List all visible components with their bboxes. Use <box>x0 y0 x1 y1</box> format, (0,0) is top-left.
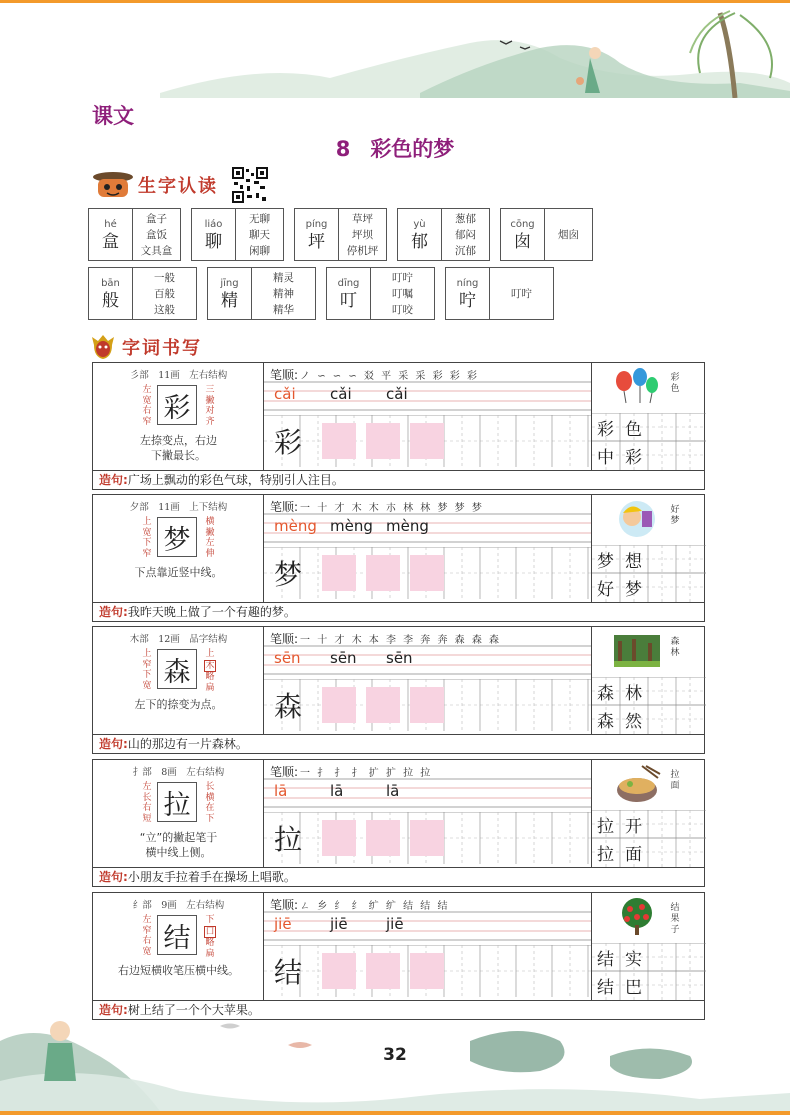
lesson-title <box>0 133 790 163</box>
radical-info: 彡部 11画 左右结构 <box>129 370 228 381</box>
practice-area <box>264 627 591 734</box>
word: 葱郁 <box>455 212 476 225</box>
word-practice <box>591 363 705 470</box>
word-char: 森 <box>597 684 614 704</box>
character: 叮 <box>340 290 357 311</box>
word: 盒饭 <box>146 228 167 241</box>
pinyin-sample: sēn <box>274 649 301 667</box>
word: 郁闷 <box>455 228 476 241</box>
word-char: 想 <box>625 552 642 572</box>
word-char: 然 <box>625 712 642 732</box>
char-analysis <box>93 363 264 470</box>
character: 郁 <box>411 231 428 252</box>
pinyin-lines[interactable] <box>264 778 591 808</box>
pinyin-trace: sēn <box>330 649 357 667</box>
word: 精神 <box>273 287 294 300</box>
trace-box[interactable] <box>410 953 444 989</box>
character: 精 <box>221 290 238 311</box>
stroke-sequence: 一 十 才 木 本 李 李 奔 奔 森 森 森 <box>300 635 502 646</box>
pinyin-trace: jiē <box>330 915 348 933</box>
trace-box[interactable] <box>410 820 444 856</box>
word: 精华 <box>273 303 294 316</box>
illustration-icon <box>612 631 662 671</box>
pinyin-trace: cǎi <box>330 385 352 403</box>
writing-tip-line: 下点靠近竖中线。 <box>134 566 223 579</box>
illustration-icon <box>612 764 662 804</box>
structure-note-left: 左 宽 右 窄 <box>142 385 152 427</box>
trace-character: 梦 <box>274 558 303 591</box>
stroke-label: 笔顺: <box>270 765 299 779</box>
writing-tip-line: 下撇最长。 <box>151 449 206 462</box>
sentence-row <box>93 470 704 490</box>
structure-note-left: 上 窄 下 宽 <box>142 649 152 691</box>
stroke-label: 笔顺: <box>270 632 299 646</box>
pinyin: liáo <box>204 218 223 230</box>
sentence-text: 我昨天晚上做了一个有趣的梦。 <box>127 605 296 619</box>
trace-box[interactable] <box>366 687 400 723</box>
word-char: 开 <box>625 817 642 837</box>
trace-box[interactable] <box>366 555 400 591</box>
writing-tip-line: 横中线上侧。 <box>145 846 212 859</box>
writing-tip-line: “立”的撇起笔于 <box>139 831 218 844</box>
character: 坪 <box>308 231 325 252</box>
structure-note-right: 横 撇 左 伸 <box>205 517 215 559</box>
model-character: 森 <box>157 649 197 689</box>
lesson-title-text: 彩色的梦 <box>370 137 455 161</box>
structure-note-right: 三 撇 对 齐 <box>205 385 215 427</box>
writing-tip <box>93 565 264 580</box>
landscape-illustration-top <box>0 3 790 98</box>
writing-tip <box>93 963 264 978</box>
sentence-label: 造句: <box>99 1003 128 1017</box>
radical-info: 夕部 11画 上下结构 <box>129 502 228 513</box>
scholar-mascot-icon <box>88 169 138 201</box>
char-card <box>445 267 554 320</box>
word-practice <box>591 893 705 1000</box>
writing-block-彩 <box>92 362 705 490</box>
illustration-label: 拉 面 <box>670 770 680 791</box>
trace-character: 彩 <box>274 426 303 459</box>
word-practice <box>591 760 705 867</box>
stroke-sequence: ノ ∽ ∽ ∽ 㸚 平 采 采 彩 彩 彩 <box>300 371 479 382</box>
word-char: 好 <box>597 580 614 600</box>
illustration-label: 结 果 子 <box>670 903 680 935</box>
sentence-label: 造句: <box>99 473 128 487</box>
word-char: 彩 <box>597 420 614 440</box>
pinyin-trace: sēn <box>386 649 413 667</box>
trace-box[interactable] <box>322 423 356 459</box>
char-card <box>500 208 593 261</box>
pinyin: jīng <box>220 277 239 289</box>
pinyin-trace: lā <box>330 782 344 800</box>
writing-tip <box>93 697 264 712</box>
word-char: 拉 <box>597 845 614 865</box>
pinyin-trace: lā <box>386 782 400 800</box>
stroke-label: 笔顺: <box>270 898 299 912</box>
illustration-label: 彩 色 <box>670 373 680 394</box>
word: 烟囱 <box>558 228 579 241</box>
pinyin: cōng <box>510 218 535 230</box>
word: 坪坝 <box>352 228 373 241</box>
char-card <box>207 267 316 320</box>
trace-character: 结 <box>274 956 303 989</box>
illustration-icon <box>612 367 662 407</box>
word-char: 实 <box>625 950 642 970</box>
char-analysis <box>93 627 264 734</box>
sentence-row <box>93 734 704 754</box>
character: 盒 <box>102 231 119 252</box>
word-char: 拉 <box>597 817 614 837</box>
writing-tip-line: 右边短横收笔压横中线。 <box>118 964 239 977</box>
pinyin-trace: cǎi <box>386 385 408 403</box>
illustration-label: 森 林 <box>670 637 680 658</box>
structure-note-right: 上 木 略 扁 <box>205 649 215 693</box>
illustration-label: 好 梦 <box>670 505 680 526</box>
pinyin-sample: lā <box>274 782 288 800</box>
writing-tip-line: 左下的捺变为点。 <box>134 698 223 711</box>
trace-box[interactable] <box>366 423 400 459</box>
pinyin-sample: mèng <box>274 517 317 535</box>
word-char: 面 <box>625 845 642 865</box>
structure-note-right: 下 口 略 扁 <box>205 915 215 959</box>
stroke-sequence: 一 扌 扌 扌 扩 扩 拉 拉 <box>300 768 433 779</box>
illustration-icon <box>612 499 662 539</box>
opera-mask-icon <box>88 333 118 361</box>
pinyin: yù <box>413 218 426 230</box>
model-character: 梦 <box>157 517 197 557</box>
pinyin-trace: jiē <box>386 915 404 933</box>
writing-block-梦 <box>92 494 705 622</box>
trace-box[interactable] <box>366 953 400 989</box>
trace-character: 拉 <box>274 823 303 856</box>
trace-box[interactable] <box>322 820 356 856</box>
writing-tip-line: 左捺变点，右边 <box>140 434 217 447</box>
practice-area <box>264 363 591 470</box>
trace-character: 森 <box>274 690 303 723</box>
qr-code-icon[interactable] <box>232 167 268 203</box>
pinyin: dīng <box>337 277 360 289</box>
char-analysis <box>93 760 264 867</box>
write-heading-text: 字词书写 <box>122 338 202 359</box>
bottom-border <box>0 1111 790 1115</box>
trace-box[interactable] <box>410 555 444 591</box>
trace-box[interactable] <box>322 687 356 723</box>
word: 沉郁 <box>455 244 476 257</box>
recognize-heading <box>88 167 268 203</box>
trace-box[interactable] <box>322 555 356 591</box>
model-character: 结 <box>157 915 197 955</box>
word-practice <box>591 495 705 602</box>
char-card <box>294 208 387 261</box>
character: 聊 <box>205 231 222 252</box>
word: 停机坪 <box>346 244 379 257</box>
word: 百般 <box>154 287 175 300</box>
pinyin-trace: mèng <box>386 517 429 535</box>
character: 般 <box>102 290 119 311</box>
word: 文具盒 <box>140 244 173 257</box>
write-heading <box>88 333 202 361</box>
character: 囱 <box>514 231 531 252</box>
writing-tip <box>93 433 264 463</box>
stroke-label: 笔顺: <box>270 368 299 382</box>
illustration-icon <box>612 897 662 937</box>
practice-area <box>264 495 591 602</box>
sentence-text: 山的那边有一片森林。 <box>127 737 248 751</box>
word: 聊天 <box>249 228 270 241</box>
pinyin: hé <box>104 218 117 230</box>
char-card <box>397 208 490 261</box>
sentence-label: 造句: <box>99 605 128 619</box>
char-analysis <box>93 495 264 602</box>
pinyin-trace: mèng <box>330 517 373 535</box>
pinyin: píng <box>305 218 328 230</box>
structure-note-left: 左 窄 右 宽 <box>142 915 152 957</box>
structure-note-left: 上 宽 下 窄 <box>142 517 152 559</box>
word: 叮嘱 <box>392 287 413 300</box>
writing-block-拉 <box>92 759 705 887</box>
char-card <box>191 208 284 261</box>
word-char: 森 <box>597 712 614 732</box>
word-char: 中 <box>597 448 614 468</box>
structure-note-left: 左 长 右 短 <box>142 782 152 824</box>
sentence-text: 树上结了一个个大苹果。 <box>127 1003 260 1017</box>
word-char: 结 <box>597 978 614 998</box>
char-analysis <box>93 893 264 1000</box>
model-character: 彩 <box>157 385 197 425</box>
word-char: 结 <box>597 950 614 970</box>
writing-block-森 <box>92 626 705 754</box>
recognize-cards <box>88 208 593 326</box>
word: 无聊 <box>249 212 270 225</box>
pinyin-lines[interactable] <box>264 645 591 675</box>
sentence-row <box>93 867 704 887</box>
pinyin-lines[interactable] <box>264 381 591 411</box>
char-card <box>326 267 435 320</box>
word: 闲聊 <box>249 244 270 257</box>
trace-box[interactable] <box>322 953 356 989</box>
word: 叮咛 <box>511 287 532 300</box>
word: 一般 <box>154 271 175 284</box>
word-char: 梦 <box>625 580 642 600</box>
trace-box[interactable] <box>410 423 444 459</box>
section-label: 课文 <box>92 104 134 128</box>
word-practice <box>591 627 705 734</box>
stroke-sequence: ㄥ 乡 纟 纟 纩 纩 结 结 结 <box>300 901 450 912</box>
word-char: 巴 <box>625 978 642 998</box>
radical-info: 扌部 8画 左右结构 <box>132 767 225 778</box>
word: 草坪 <box>352 212 373 225</box>
page-number: 32 <box>383 1045 407 1065</box>
sentence-text: 小朋友手拉着手在操场上唱歌。 <box>127 870 296 884</box>
sentence-label: 造句: <box>99 870 128 884</box>
practice-area <box>264 893 591 1000</box>
pinyin-sample: cǎi <box>274 385 296 403</box>
practice-area <box>264 760 591 867</box>
radical-info: 纟部 9画 左右结构 <box>132 900 225 911</box>
lesson-number: 8 <box>335 137 351 161</box>
trace-box[interactable] <box>410 687 444 723</box>
word: 叮咬 <box>392 303 413 316</box>
word-char: 林 <box>625 684 642 704</box>
sentence-row <box>93 602 704 622</box>
character: 咛 <box>459 290 476 311</box>
word-char: 色 <box>625 420 642 440</box>
model-character: 拉 <box>157 782 197 822</box>
structure-note-right: 长 横 在 下 <box>205 782 215 824</box>
radical-info: 木部 12画 品字结构 <box>129 634 228 645</box>
pinyin-lines[interactable] <box>264 911 591 941</box>
word: 叮咛 <box>392 271 413 284</box>
word: 精灵 <box>273 271 294 284</box>
word: 这般 <box>154 303 175 316</box>
stroke-label: 笔顺: <box>270 500 299 514</box>
pinyin: níng <box>456 277 479 289</box>
trace-box[interactable] <box>366 820 400 856</box>
sentence-label: 造句: <box>99 737 128 751</box>
char-card <box>88 208 181 261</box>
char-card <box>88 267 197 320</box>
stroke-sequence: 一 十 才 木 木 朩 林 林 梦 梦 梦 <box>300 503 484 514</box>
word-char: 彩 <box>625 448 642 468</box>
writing-tip <box>93 830 264 860</box>
sentence-text: 广场上飘动的彩色气球，特别引人注目。 <box>127 473 344 487</box>
recognize-heading-text: 生字认读 <box>138 176 218 197</box>
word-char: 梦 <box>597 552 614 572</box>
word: 盒子 <box>146 212 167 225</box>
pinyin: bān <box>101 277 120 289</box>
pinyin-sample: jiē <box>274 915 292 933</box>
